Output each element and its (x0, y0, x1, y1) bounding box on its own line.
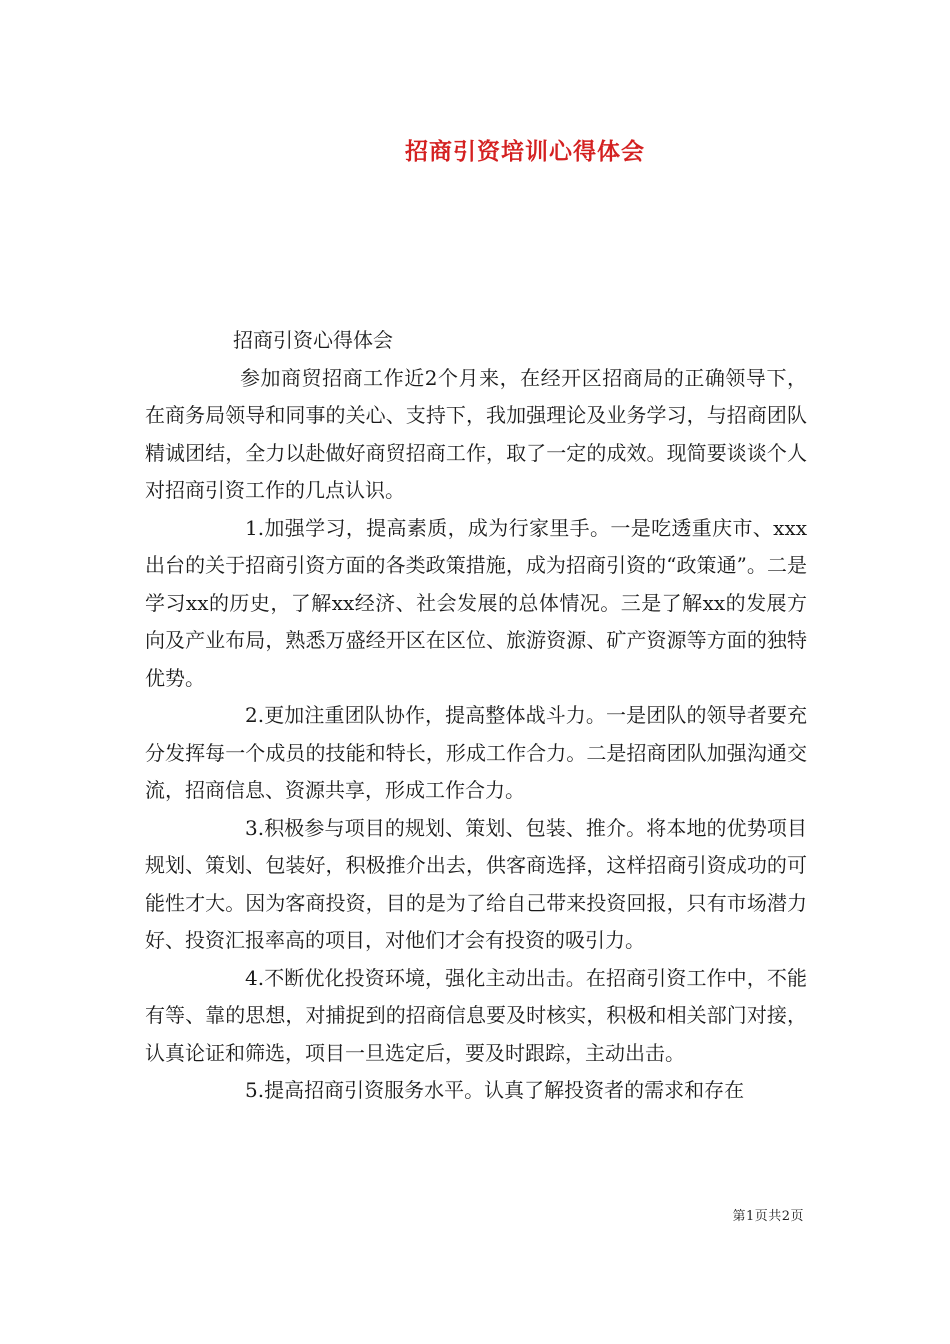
paragraph-point-5: 5.提高招商引资服务水平。认真了解投资者的需求和存在 (245, 1078, 745, 1102)
document-subheading: 招商引资心得体会 (233, 328, 393, 352)
paragraph-point-4: 4.不断优化投资环境，强化主动出击。在招商引资工作中，不能有等、靠的思想，对捕捉到的招商信息要及时核实，积极和相关部门对接，认真论证和筛选，项目一旦选定后，要及时跟踪，主动出击。 (145, 965, 807, 1065)
paragraph-point-1: 1.加强学习，提高素质，成为行家里手。一是吃透重庆市、xxx出台的关于招商引资方面的各类政策措施，成为招商引资的“政策通”。二是学习xx的历史，了解xx经济、社会发展的总体情况。三是了解xx的发展方向及产业布局，熟悉万盛经开区在区位、旅游资源、矿产资源等方面的独特优势。 (145, 515, 807, 690)
page-number-footer: 第1页共2页 (732, 1209, 804, 1224)
paragraph-point-3: 3.积极参与项目的规划、策划、包装、推介。将本地的优势项目规划、策划、包装好，积极推介出去，供客商选择，这样招商引资成功的可能性才大。因为客商投资，目的是为了给自己带来投资回报，只有市场潜力好、投资汇报率高的项目，对他们才会有投资的吸引力。 (145, 815, 807, 952)
paragraph-point-2: 2.更加注重团队协作，提高整体战斗力。一是团队的领导者要充分发挥每一个成员的技能和特长，形成工作合力。二是招商团队加强沟通交流，招商信息、资源共享，形成工作合力。 (145, 703, 807, 802)
document-body (145, 322, 807, 1110)
document-title: 招商引资培训心得体会 (405, 138, 645, 165)
paragraph-intro: 参加商贸招商工作近2个月来，在经开区招商局的正确领导下，在商务局领导和同事的关心、支持下，我加强理论及业务学习，与招商团队精诚团结，全力以赴做好商贸招商工作，取了一定的成效。现简要谈谈个人对招商引资工作的几点认识。 (145, 365, 807, 502)
